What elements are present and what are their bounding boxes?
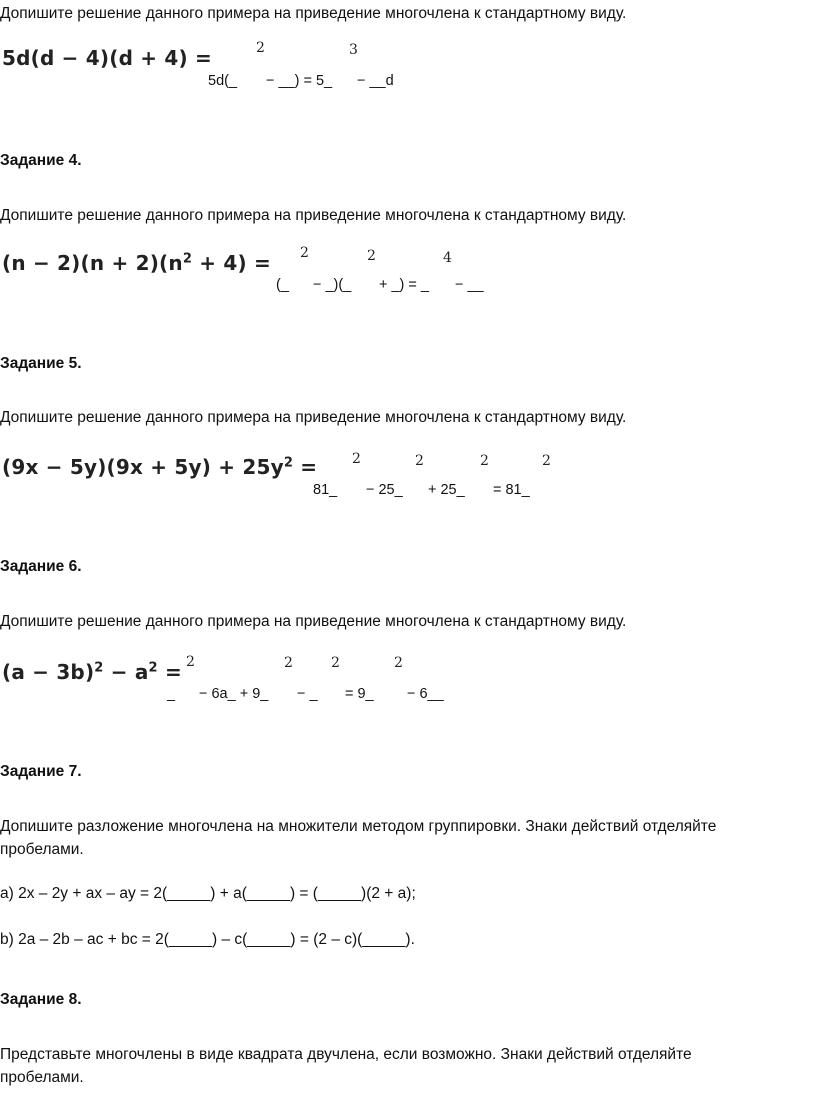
exponent: 2 — [284, 655, 293, 671]
expression-part: − a — [110, 660, 149, 684]
exponent: 3 — [349, 42, 358, 58]
answer-part: + 25_ — [428, 482, 465, 498]
exponent: 2 — [300, 245, 309, 261]
answer-part: − 6a_ + 9_ — [199, 686, 269, 702]
exponent: 2 — [186, 654, 195, 670]
answer-part: − __ — [455, 277, 484, 293]
expression-exponent: 2 — [94, 660, 104, 676]
instruction: пробелами. — [0, 1069, 84, 1086]
exponent: 2 — [415, 453, 424, 469]
expression-exponent: 2 — [148, 660, 158, 676]
answer-part: (_ — [276, 277, 289, 293]
exponent: 2 — [352, 451, 361, 467]
answer-part: = 9_ — [345, 686, 374, 702]
exponent: 2 — [394, 655, 403, 671]
task-title: Задание 7. — [0, 763, 82, 780]
answer-part: − 25_ — [366, 482, 403, 498]
expression-part: (n − 2)(n + 2)(n — [2, 251, 183, 275]
answer-part: _ — [167, 686, 176, 702]
expression-part: + 4) = — [199, 251, 271, 275]
expression-part: (9x − 5y)(9x + 5y) + 25y — [2, 455, 284, 479]
exercise-b: b) 2a – 2b – ac + bc = 2(_____) – c(_____) = (2 – c)(_____). — [0, 931, 415, 948]
instruction: Допишите решение данного примера на приведение многочлена к стандартному виду. — [0, 207, 627, 224]
expression: 5d(d − 4)(d + 4) = — [2, 46, 212, 70]
exponent: 2 — [331, 655, 340, 671]
expression-exponent: 2 — [283, 455, 294, 471]
instruction: Допишите решение данного примера на приведение многочлена к стандартному виду. — [0, 409, 627, 426]
answer-part: + _) = _ — [379, 277, 429, 293]
expression-exponent: 2 — [182, 251, 193, 267]
expression-part: (a − 3b) — [2, 660, 95, 684]
expression — [2, 251, 271, 275]
expression-part: = — [300, 455, 318, 479]
instruction: Допишите разложение многочлена на множители методом группировки. Знаки действий отделяйте — [0, 818, 717, 835]
expression — [2, 455, 317, 479]
instruction: Допишите решение данного примера на приведение многочлена к стандартному виду. — [0, 613, 627, 630]
answer-part: − __) = 5_ — [266, 73, 333, 89]
answer-part: − __d — [357, 73, 394, 89]
exponent: 2 — [256, 40, 265, 56]
instruction: пробелами. — [0, 841, 84, 858]
task-title: Задание 4. — [0, 152, 82, 169]
answer-part: − 6__ — [407, 686, 444, 702]
answer-part: 81_ — [313, 482, 338, 498]
exponent: 4 — [443, 250, 452, 266]
answer-part: = 81_ — [493, 482, 530, 498]
expression — [2, 660, 182, 684]
answer-part: − _)(_ — [313, 277, 352, 293]
answer-part: − _ — [297, 686, 318, 702]
task-title: Задание 8. — [0, 991, 82, 1008]
exercise-a: a) 2x – 2y + ax – ay = 2(_____) + a(_____) = (_____)(2 + a); — [0, 885, 416, 902]
task-title: Задание 6. — [0, 558, 82, 575]
task-title: Задание 5. — [0, 355, 82, 372]
instruction: Представьте многочлены в виде квадрата двучлена, если возможно. Знаки действий отделяйте — [0, 1046, 692, 1063]
exponent: 2 — [367, 248, 376, 264]
expression-part: = — [164, 660, 182, 684]
intro-text: Допишите решение данного примера на приведение многочлена к стандартному виду. — [0, 5, 627, 22]
exponent: 2 — [480, 453, 489, 469]
exponent: 2 — [542, 453, 551, 469]
answer-part: 5d(_ — [208, 73, 238, 89]
